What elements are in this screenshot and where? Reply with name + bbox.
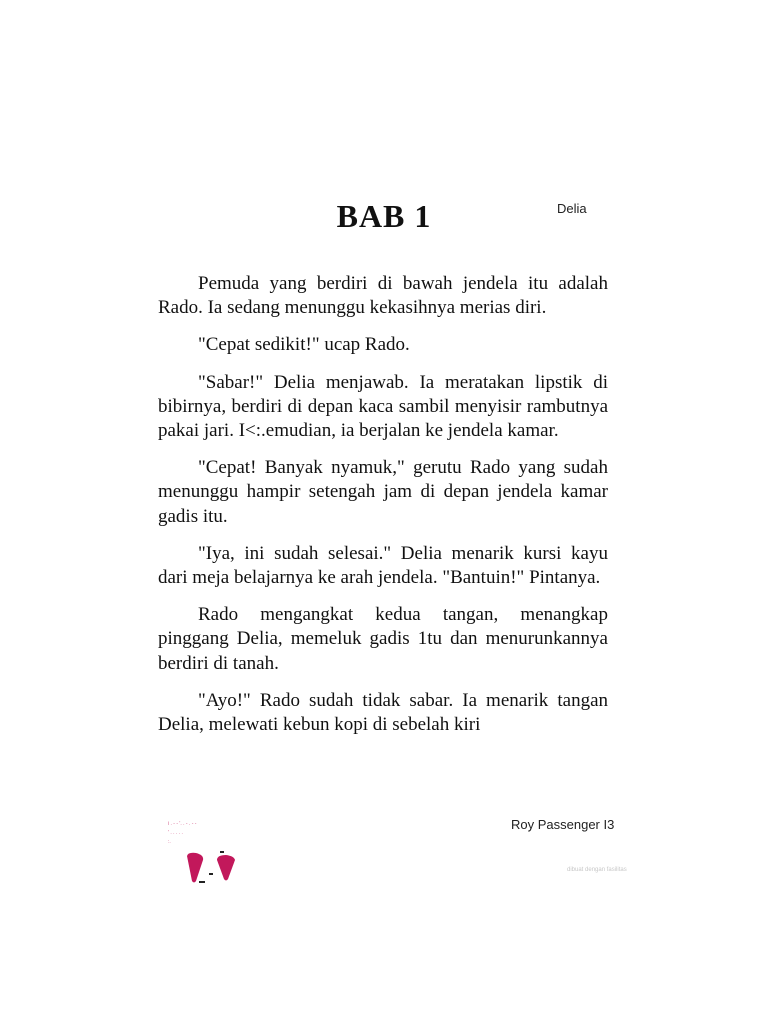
chapter-title: BAB 1 [336,198,432,234]
watermark-text: dibuat dengan fasilitas [567,867,627,873]
paragraph: Pemuda yang berdiri di bawah jendela itu adalah Rado. Ia sedang menunggu kekasihnya merias diri. [158,273,608,319]
logo-mark-icon [186,850,236,886]
paragraph: "Iya, ini sudah selesai." Delia menarik kursi kayu dari meja belajarnya ke arah jendela. "Bantuin!" Pintanya. [158,542,608,589]
paragraph: "Sabar!" Delia menjawab. Ia meratakan lipstik di bibirnya, berdiri di depan kaca sambil menyisir rambutnya pakai jari. I<:.emudian, ia berjalan ke jendela kamar. [158,371,608,442]
logo-specks: i . - - '. . - . - - ' . . . . . :. [168,821,197,845]
paragraph: "Cepat! Banyak nyamuk," gerutu Rado yang sudah menunggu hampir setengah jam di depan jendela kamar gadis itu. [158,457,608,527]
paragraph: Rado mengangkat kedua tangan, menangkap pinggang Delia, memeluk gadis 1tu dan menurunkannya berdiri di tanah. [158,604,608,674]
paragraph: "Ayo!" Rado sudah tidak sabar. Ia menarik tangan Delia, melewati kebun kopi di sebelah kiri [158,689,608,736]
story-body [158,272,608,750]
publisher-logo [168,820,248,890]
running-head: Delia [557,201,587,216]
footer-author-page: Roy Passenger I3 [511,817,615,832]
paragraph: "Cepat sedikit!" ucap Rado. [198,334,410,356]
